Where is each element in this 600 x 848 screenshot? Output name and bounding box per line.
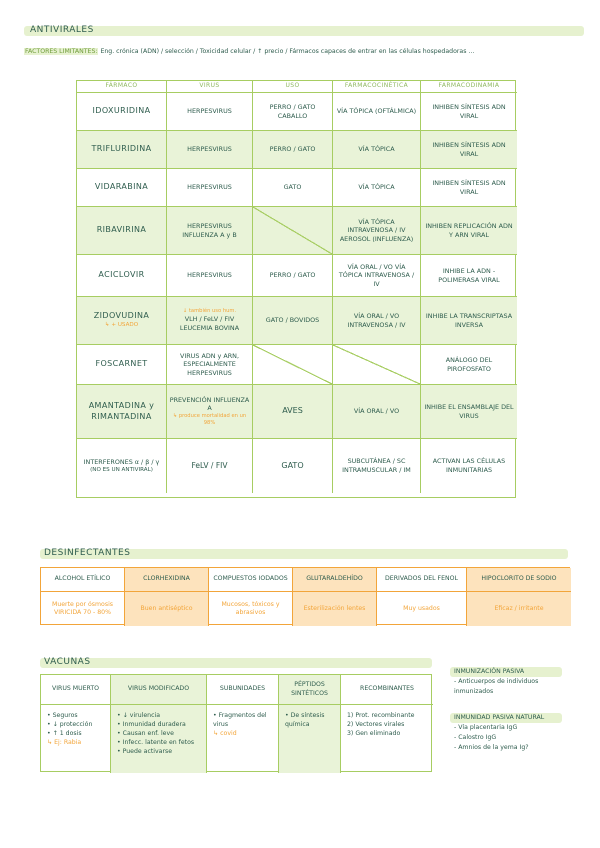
pk-cell: VÍA TÓPICA (OFTÁLMICA) (333, 93, 421, 131)
pd-cell: INHIBEN REPLICACIÓN ADN Y ARN VIRAL (421, 207, 517, 255)
pk-cell: VÍA TÓPICA (333, 131, 421, 169)
uso-cell: GATO / BOVIDOS (253, 297, 333, 345)
pk-cell: SUBCUTÁNEA / SC INTRAMUSCULAR / IM (333, 439, 421, 493)
drug-ribavirina: RIBAVIRINA (77, 207, 167, 255)
list-item: - Calostro IgG (454, 733, 544, 743)
header-alcohol: ALCOHOL ETÍLICO (41, 568, 125, 592)
header-farmaco: FÁRMACO (77, 81, 167, 93)
drug-interferones: INTERFERONES α / β / γ (83, 457, 160, 466)
subunidades-list (207, 705, 279, 773)
virus-cell (167, 297, 253, 345)
list-item: • Fragmentos del virus (213, 712, 272, 730)
factores-limitantes (24, 48, 584, 55)
list-item: 2) Vectores virales (347, 720, 405, 728)
pd-cell: INHIBE LA TRANSCRIPTASA INVERSA (421, 297, 517, 345)
virus-note: ↓ también uso hum. (182, 308, 237, 315)
uso-cell: PERRO / GATO (253, 255, 333, 297)
value-glutaraldehido: Esterilización lentes (293, 592, 377, 626)
header-subunidades: SUBUNIDADES (207, 675, 279, 705)
value-fenol: Muy usados (377, 592, 467, 626)
virus-cell: FeLV / FIV (167, 439, 253, 493)
list-item: • Infecc. latente en fetos (117, 739, 200, 748)
peptidos-list (279, 705, 341, 773)
pasiva-title: INMUNIZACIÓN PASIVA (454, 668, 525, 675)
pk-cell: VÍA ORAL / VO INTRAVENOSA / IV (333, 297, 421, 345)
virus-cell: HERPESVIRUS INFLUENZA A y B (167, 207, 253, 255)
vacunas-highlight (40, 658, 432, 668)
drug-amantadina: AMANTADINA y RIMANTADINA (77, 385, 167, 439)
uso-cell: GATO (253, 439, 333, 493)
pd-cell: INHIBEN SÍNTESIS ADN VIRAL (421, 131, 517, 169)
list-item: • ↓ virulencia (117, 712, 200, 721)
drug-aciclovir: ACICLOVIR (77, 255, 167, 297)
list-item: • Puede activarse (117, 748, 200, 757)
value-clorhexidina: Buen antiséptico (125, 592, 209, 626)
virus-muerto-list (41, 705, 111, 773)
antivirales-highlight (24, 26, 584, 36)
pk-cell: VÍA TÓPICA INTRAVENOSA / IV AEROSOL (INFLUENZA) (333, 207, 421, 255)
value-iodados: Mucosos, tóxicos y abrasivos (209, 592, 293, 626)
factores-text: Eng. crónica (ADN) / selección / Toxicidad celular / ↑ precio / Fármacos capaces de entrar en las células hospedadoras ... (100, 48, 475, 55)
natural-block (454, 713, 544, 753)
list-item: • Seguros (47, 712, 104, 721)
header-fenol: DERIVADOS DEL FENOL (377, 568, 467, 592)
header-clorhexidina: CLORHEXIDINA (125, 568, 209, 592)
uso-cell-empty (253, 207, 333, 255)
uso-cell-empty (253, 345, 333, 385)
header-uso: USO (253, 81, 333, 93)
pd-cell: INHIBE EL ENSAMBLAJE DEL VIRUS (421, 385, 517, 439)
header-recombinantes: RECOMBINANTES (341, 675, 433, 705)
header-virus-modificado: VIRUS MODIFICADO (111, 675, 207, 705)
desinfectantes-table (40, 567, 570, 625)
drug-zidovudina-cell (77, 297, 167, 345)
header-iodados: COMPUESTOS IODADOS (209, 568, 293, 592)
header-hipoclorito: HIPOCLORITO DE SODIO (467, 568, 571, 592)
drug-trifluridina: TRIFLURIDINA (77, 131, 167, 169)
recombinantes-list (341, 705, 433, 773)
virus-cell: VIRUS ADN y ARN, ESPECIALMENTE HERPESVIRUS (167, 345, 253, 385)
pasiva-block (454, 667, 564, 697)
header-virus-muerto: VIRUS MUERTO (41, 675, 111, 705)
drug-idoxuridina: IDOXURIDINA (77, 93, 167, 131)
header-glutaraldehido: GLUTARALDEHÍDO (293, 568, 377, 592)
value-alcohol: Muerte por ósmosis VIRICIDA 70 - 80% (41, 592, 125, 626)
list-item: 1) Prot. recombinante (347, 712, 415, 719)
pk-cell: VÍA ORAL / VO (333, 385, 421, 439)
header-virus: VIRUS (167, 81, 253, 93)
list-item: • ↑ 1 dosis (47, 730, 104, 739)
pk-cell-empty (333, 345, 421, 385)
list-item: • De síntesis química (285, 712, 334, 730)
pd-cell: INHIBEN SÍNTESIS ADN VIRAL (421, 169, 517, 207)
virus-cell: HERPESVIRUS (167, 169, 253, 207)
uso-cell: PERRO / GATO CABALLO (253, 93, 333, 131)
list-item: • Inmunidad duradera (117, 721, 200, 730)
header-farmacocinetica: FARMACOCINÉTICA (333, 81, 421, 93)
list-note: ↳ covid (213, 729, 237, 737)
list-item: • Causan enf. leve (117, 730, 200, 739)
virus-note: ↳ produce mortalidad en un 98% (172, 413, 247, 427)
list-item: - Amnios de la yema Ig? (454, 743, 544, 753)
drug-note: ↳ + USADO (104, 322, 139, 329)
header-peptidos: PÉPTIDOS SINTÉTICOS (279, 675, 341, 705)
pd-cell: INHIBE LA ADN - POLIMERASA VIRAL (421, 255, 517, 297)
pd-cell: INHIBEN SÍNTESIS ADN VIRAL (421, 93, 517, 131)
uso-cell: GATO (253, 169, 333, 207)
list-item: 3) Gen eliminado (347, 729, 401, 737)
pk-cell: VÍA ORAL / VO VÍA TÓPICA INTRAVENOSA / IV (333, 255, 421, 297)
drug-interferones-cell (77, 439, 167, 493)
vacunas-title: VACUNAS (44, 657, 91, 667)
factores-label: FACTORES LIMITANTES: (25, 48, 98, 55)
virus-cell (167, 385, 253, 439)
antivirales-title: ANTIVIRALES (30, 25, 94, 35)
drug-zidovudina: ZIDOVUDINA (93, 311, 150, 321)
natural-title: INMUNIDAD PASIVA NATURAL (454, 714, 545, 721)
virus-cell: HERPESVIRUS (167, 93, 253, 131)
list-item: - Vía placentaria IgG (454, 723, 544, 733)
pk-cell: VÍA TÓPICA (333, 169, 421, 207)
header-farmacodinamia: FARMACODINAMIA (421, 81, 517, 93)
virus-cell: HERPESVIRUS (167, 255, 253, 297)
vacunas-table (40, 674, 432, 772)
value-hipoclorito: Eficaz / irritante (467, 592, 571, 626)
virus-cell: HERPESVIRUS (167, 131, 253, 169)
antivirales-table (76, 80, 516, 498)
drug-note: (NO ES UN ANTIVIRAL) (90, 466, 153, 473)
virus-modificado-list (111, 705, 207, 773)
pd-cell: ACTIVAN LAS CÉLULAS INMUNITARIAS (432, 457, 506, 474)
list-item: • ↓ protección (47, 721, 104, 730)
pd-cell: ANÁLOGO DEL PIROFOSFATO (421, 345, 517, 385)
desinfectantes-title: DESINFECTANTES (44, 548, 131, 558)
list-item: - Anticuerpos de individuos inmunizados (454, 677, 564, 697)
virus-text: VLH / FeLV / FIV LEUCEMIA BOVINA (179, 315, 240, 332)
list-note: ↳ Ej: Rabia (47, 738, 82, 746)
virus-text: PREVENCIÓN INFLUENZA A (169, 395, 250, 413)
uso-cell: PERRO / GATO (253, 131, 333, 169)
drug-vidarabina: VIDARABINA (77, 169, 167, 207)
drug-foscarnet: FOSCARNET (77, 345, 167, 385)
uso-cell: AVES (253, 385, 333, 439)
